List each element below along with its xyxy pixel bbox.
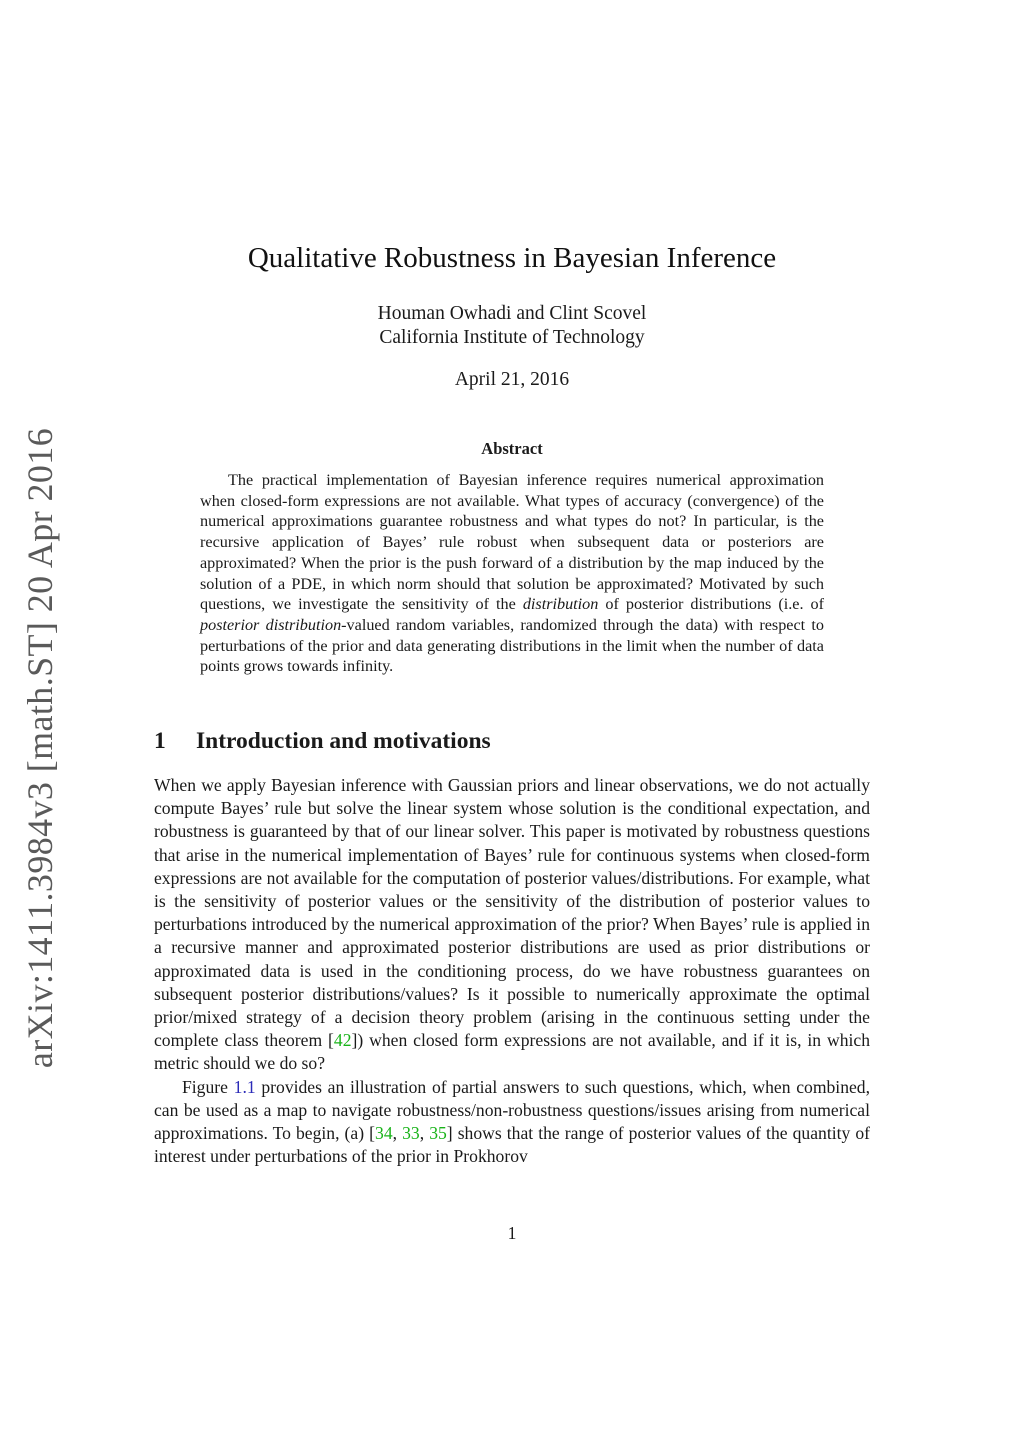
section-body — [154, 774, 870, 1168]
section-number: 1 — [154, 728, 166, 754]
paragraph-2 — [154, 1076, 870, 1169]
abstract-emphasis-distribution: distribution — [522, 595, 599, 614]
citation-link-33[interactable]: 33 — [402, 1123, 420, 1144]
citation-separator: , — [392, 1123, 403, 1144]
section-title: Introduction and motivations — [196, 728, 491, 754]
citation-link-35[interactable]: 35 — [429, 1123, 447, 1144]
paragraph-2-tail: ] shows that the range of posterior values of the quantity of interest under perturbations of the prior in Prokhorov — [154, 1123, 871, 1167]
page-number: 1 — [507, 1223, 517, 1243]
paragraph-2-middle: provides an illustration of partial answers to such questions, which, when combined, can be used as a map to navigate robustness/non-robustness questions/issues arising from numerical approximations. To begin, (a) [ — [154, 1076, 870, 1144]
author-block — [0, 302, 1024, 350]
abstract-text-part1: The practical implementation of Bayesian inference requires numerical approximation when closed-form expressions are not available. What types of accuracy (convergence) of the numerical approximations guarantee robustness and what types do not? In particular, is the recursive application of Bayes’ rule robust when subsequent data or posteriors are approximated? When the prior is the push forward of a distribution by the map induced by the solution of a PDE, in which norm should that solution be approximated? Motivated by such questions, we investigate the sensitivity of the — [200, 471, 824, 614]
section-heading — [154, 726, 870, 756]
paragraph-1-text: When we apply Bayesian inference with Gaussian priors and linear observations, we do not actually compute Bayes’ rule but solve the linear system whose solution is the conditional expectation, and robustness is guaranteed by that of our linear solver. This paper is motivated by robustness questions that arise in the numerical implementation of Bayes’ rule for continuous systems when closed-form expressions are not available for the computation of posterior values/distributions. For example, what is the sensitivity of posterior values or the sensitivity of the distribution of posterior values to perturbations introduced by the numerical approximation of the prior? When Bayes’ rule is applied in a recursive manner and approximated posterior distributions are used as prior distributions or approximated data is used in the conditioning process, do we have robustness guarantees on subsequent posterior distributions/values? Is it possible to numerically approximate the optimal prior/mixed strategy of a decision theory problem (arising in the continuous setting under the complete class theorem [ — [154, 775, 870, 1051]
abstract-text-part3: -valued random variables, randomized through the data) with respect to perturbations of the prior and data generating distributions in the limit when the number of data points grows towards infinity. — [200, 615, 824, 676]
paper-title: Qualitative Robustness in Bayesian Inference — [247, 242, 777, 274]
citation-separator: , — [419, 1123, 430, 1144]
citation-link-42[interactable]: 42 — [333, 1030, 352, 1051]
paragraph-1 — [154, 774, 870, 1076]
abstract-text-part2: of posterior distributions (i.e. of — [598, 595, 825, 614]
author-names: Houman Owhadi and Clint Scovel — [377, 303, 647, 324]
abstract-body — [200, 470, 824, 677]
affiliation: California Institute of Technology — [379, 327, 645, 348]
figure-link-1-1[interactable]: 1.1 — [233, 1076, 256, 1097]
paragraph-1-tail: ]) when closed form expressions are not available, and if it is, in which metric should we do so? — [154, 1030, 870, 1074]
abstract-emphasis-posterior-distribution: posterior distribution — [200, 615, 342, 634]
arxiv-identifier: arXiv:1411.3984v3 [math.ST] 20 Apr 2016 — [20, 427, 60, 1069]
paragraph-2-lead: Figure — [182, 1076, 234, 1097]
citation-link-34[interactable]: 34 — [375, 1123, 393, 1144]
abstract-heading: Abstract — [481, 439, 543, 458]
publication-date: April 21, 2016 — [454, 369, 570, 390]
